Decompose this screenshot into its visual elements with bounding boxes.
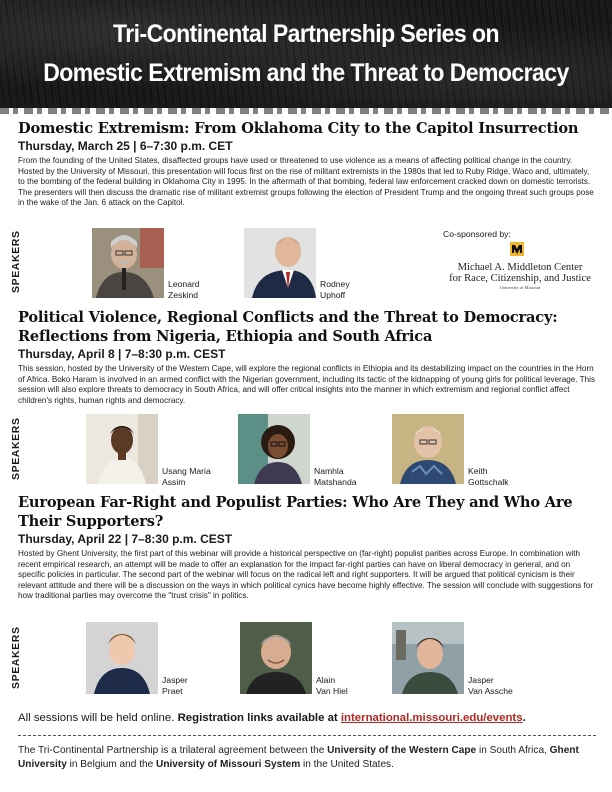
speaker-photo-matshanda <box>238 414 310 484</box>
speaker-name-van-hiel: Alain Van Hiel <box>316 675 348 696</box>
speaker-photo-van-hiel <box>240 622 312 694</box>
page-title-line2: Domestic Extremism and the Threat to Democracy <box>43 59 569 87</box>
session-1 <box>18 119 596 209</box>
speaker-photo-gottschalk <box>392 414 464 484</box>
speakers-label-2: SPEAKERS <box>10 417 22 481</box>
session-3 <box>18 493 596 602</box>
footer-divider <box>18 735 596 736</box>
registration-link[interactable]: international.missouri.edu/events <box>340 712 523 724</box>
speaker-photo-assim <box>86 414 158 484</box>
speaker-photo-uphoff <box>244 228 316 298</box>
speaker-name-matshanda: Namhla Matshanda <box>314 466 357 487</box>
page-title-line1: Tri-Continental Partnership Series on <box>113 20 499 48</box>
online-note: All sessions will be held online. Registration links available at international.missouri.edu/events. <box>18 712 526 724</box>
session-3-title: European Far-Right and Populist Parties: Who Are They and Who Are Their Supporters? <box>18 494 573 530</box>
speaker-photo-praet <box>86 622 158 694</box>
speaker-name-van-assche: Jasper Van Assche <box>468 675 513 696</box>
session-1-date: Thursday, March 25 | 6–7:30 p.m. CET <box>18 139 233 153</box>
session-3-description: Hosted by Ghent University, the first part of this webinar will provide a historical perspective on (far-right) populist parities across Europe. In combination with recent empirical research, an attempt will be made to offer an explanation for the impact far-right parties can have on liberal democracy in general, and on specific policies in particular. The second part of the webinar will focus on the radical left and right supporters. It will be argued that political cynicism is their relevant attitude and there will be a discussion on the ways in which political cynics have become highly effective. The session will conclude with suggestions for how traditional parties may overcome the "trust crisis" in politics. <box>18 549 594 601</box>
speaker-photo-zeskind <box>92 228 164 298</box>
cosponsor-name: Michael A. Middleton Center for Race, Citizenship, and Justice <box>449 262 591 284</box>
session-1-title: Domestic Extremism: From Oklahoma City to the Capitol Insurrection <box>18 120 579 137</box>
cosponsor-university: University of Missouri <box>499 285 541 290</box>
speaker-name-praet: Jasper Praet <box>162 675 188 696</box>
cosponsor-label: Co-sponsored by: <box>443 229 511 239</box>
session-2 <box>18 308 596 406</box>
speaker-name-uphoff: Rodney Uphoff <box>320 279 350 300</box>
session-1-description: From the founding of the United States, disaffected groups have used or threatened to use violence as a means of affecting political change in the country. Hosted by the University of Missouri, this presentation will focus first on the rise of militant extremists in the 1980s that led to Ruby Ridge, Waco and, ultimately, to the bombing of the federal building in Oklahoma City in 1995. In the aftermath of that bombing, federal law enforcement cracked down on domestic terrorists. The presenters will then discuss the dramatic rise of militant extremist groups following the election of President Trump and the ongoing threat such groups pose in the wake of the Jan. 6 attack on the Capitol. <box>18 156 594 208</box>
session-2-description: This session, hosted by the University of the Western Cape, will explore the regional conflicts in Ethiopia and its destabilizing impact on the countries in the Horn of Africa. Boko Haram is involved in an armed conflict with the Nigerian government, including its tactic of the kidnapping of young girls for political leverage. This session will also explore threats to democracy in South Africa, and will offer critical insights into the manner in which extremism and regional conflict affect children's rights, human rights and democracy. <box>18 364 596 405</box>
partnership-statement: The Tri-Continental Partnership is a trilateral agreement between the University of the Western Cape in South Africa, Ghent University in Belgium and the University of Missouri System in the United States. <box>18 745 579 770</box>
session-3-date: Thursday, April 22 | 7–8:30 p.m. CEST <box>18 532 233 546</box>
session-2-date: Thursday, April 8 | 7–8:30 p.m. CEST <box>18 347 226 361</box>
speaker-photo-van-assche <box>392 622 464 694</box>
session-2-title: Political Violence, Regional Conflicts and the Threat to Democracy: Reflections from Nigeria, Ethiopia and South Africa <box>18 309 558 345</box>
header-banner <box>0 0 612 108</box>
speaker-name-zeskind: Leonard Zeskind <box>168 279 200 300</box>
speakers-label-1: SPEAKERS <box>10 230 22 294</box>
speaker-name-assim: Usang Maria Assim <box>162 466 211 487</box>
speaker-name-gottschalk: Keith Gottschalk <box>468 466 509 487</box>
mizzou-logo-icon <box>510 242 524 256</box>
speakers-label-3: SPEAKERS <box>10 626 22 690</box>
